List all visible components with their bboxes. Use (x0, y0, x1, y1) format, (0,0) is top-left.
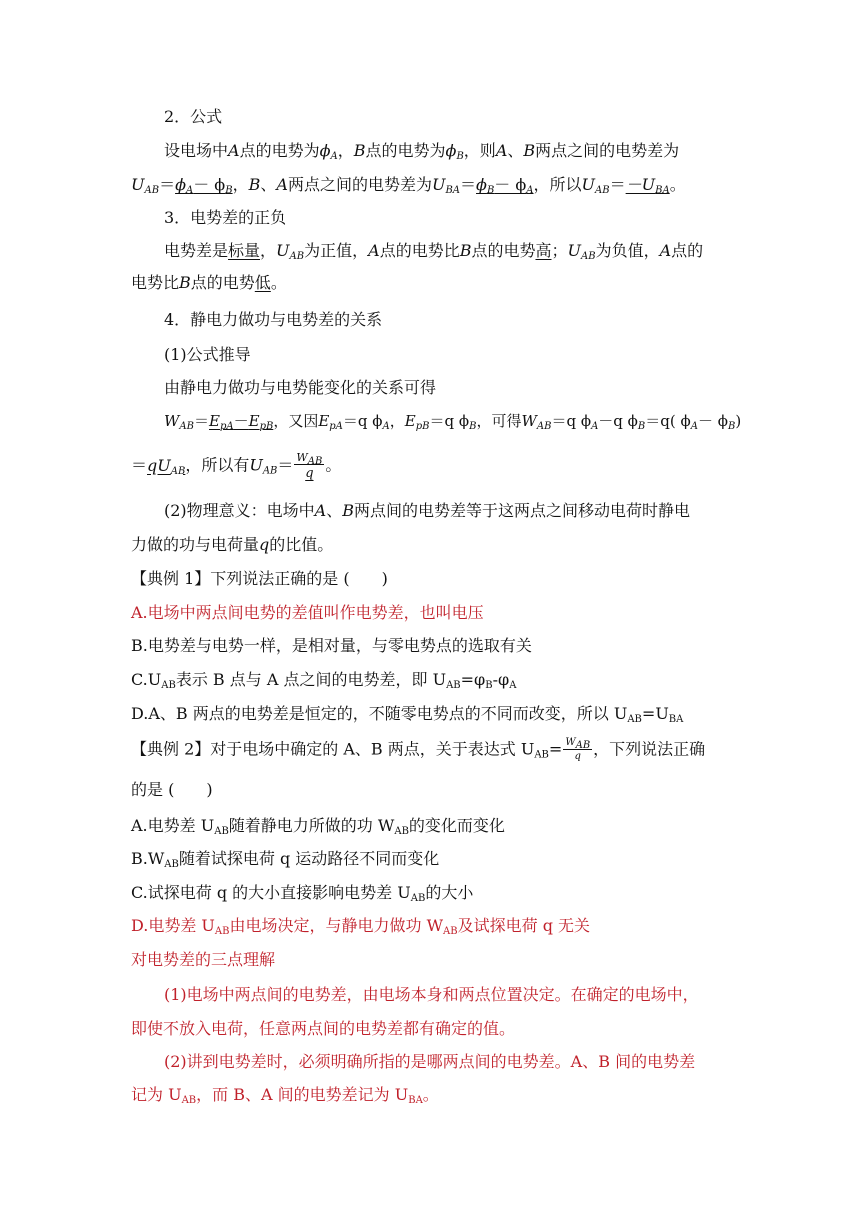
example-1-option-c: $C.U_{AB}$表示 B 点与 A 点之间的电势差，即 $U_{AB}=\varphi_B-\varphi_A$ (131, 670, 517, 691)
section-2-title: 2．公式 (164, 107, 223, 126)
example-2-option-b: $B.W_{AB}$随着试探电荷 q 运动路径不同而变化 (131, 849, 440, 870)
potential-difference-fraction: $\frac{\text{WAB}}{q}$ (296, 451, 323, 481)
example-1-question: 【典例 1】下列说法正确的是 ( ) (131, 569, 388, 588)
sign-line-2: 电势比B点的电势低。 (131, 273, 287, 292)
example-2-option-a: A.电势差 $U_{AB}$随着静电力所做的功 $W_{AB}$的变化而变化 (131, 816, 505, 837)
expression-fraction: $\frac{\text{WAB}}{q}$ (565, 737, 591, 762)
note-2-line-2: 记为 $U_{AB}$，而 B、A 间的电势差记为 $U_{BA}$。 (131, 1085, 439, 1106)
formula-line-1: 设电场中A点的电势为$\phi_A$，B点的电势为$\phi_B$，则A、B两点之间的电势差为 (164, 141, 680, 162)
section-4-title: 4．静电力做功与电势差的关系 (164, 310, 383, 329)
meaning-line-1: (2)物理意义：电场中A、B两点间的电势差等于这两点之间移动电荷时静电 (164, 501, 691, 520)
notes-title: 对电势差的三点理解 (131, 950, 276, 969)
sign-line-1: 电势差是标量，$U_{AB}$为正值，A点的电势比B点的电势高；$U_{AB}$为负值，A点的 (164, 241, 704, 262)
example-2-option-d: D.电势差 $U_{AB}$由电场决定，与静电力做功 $W_{AB}$及试探电荷 q 无关 (131, 916, 591, 937)
example-1-option-b: B.电势差与电势一样，是相对量，与零电势点的选取有关 (131, 636, 532, 655)
example-2-option-c: C.试探电荷 q 的大小直接影响电势差 $U_{AB}$的大小 (131, 883, 474, 904)
derivation-intro: 由静电力做功与电势能变化的关系可得 (164, 378, 437, 397)
section-3-title: 3．电势差的正负 (164, 208, 287, 227)
note-1-line-2: 即使不放入电荷，任意两点间的电势差都有确定的值。 (131, 1019, 516, 1038)
example-2-question-cont: 的是 ( ) (131, 780, 213, 799)
note-1-line-1: (1)电场中两点间的电势差，由电场本身和两点位置决定。在确定的电场中， (164, 985, 699, 1004)
derivation-result: $=qU_{AB}$，所以有$U_{AB}=$ $\frac{\text{WAB}}{q}$ 。 (131, 451, 342, 481)
example-2-question: 【典例 2】对于电场中确定的 A、B 两点，关于表达式 $U_{AB}=$ $\frac{\text{WAB}}{q}$ ，下列说法正确 (131, 737, 706, 762)
example-1-option-d: D.A、B 两点的电势差是恒定的，不随零电势点的不同而改变，所以 $U_{AB}=U_{BA}$ (131, 704, 684, 725)
formula-line-2: $U_{AB}=\phi_A- \phi_B$，B、A两点之间的电势差为$U_{BA}=\phi_B- \phi_A$，所以$U_{AB}=-U_{BA}$。 (131, 175, 686, 196)
example-1-option-a: A.电场中两点间电势的差值叫作电势差，也叫电压 (131, 603, 484, 622)
note-2-line-1: (2)讲到电势差时，必须明确所指的是哪两点间的电势差。A、B 间的电势差 (164, 1052, 696, 1071)
meaning-line-2: 力做的功与电荷量q的比值。 (131, 535, 334, 554)
derivation-equation: $W_{AB}=E_{pA}-E_{pB}$，又因$E_{pA}=q$ $\phi_A$，$E_{pB}=q$ $\phi_B$，可得$W_{AB}=q$ $\phi_A-q$ $\phi_B=q$( $\phi_A- \phi_B$) (164, 412, 742, 432)
derivation-heading: (1)公式推导 (164, 345, 251, 364)
